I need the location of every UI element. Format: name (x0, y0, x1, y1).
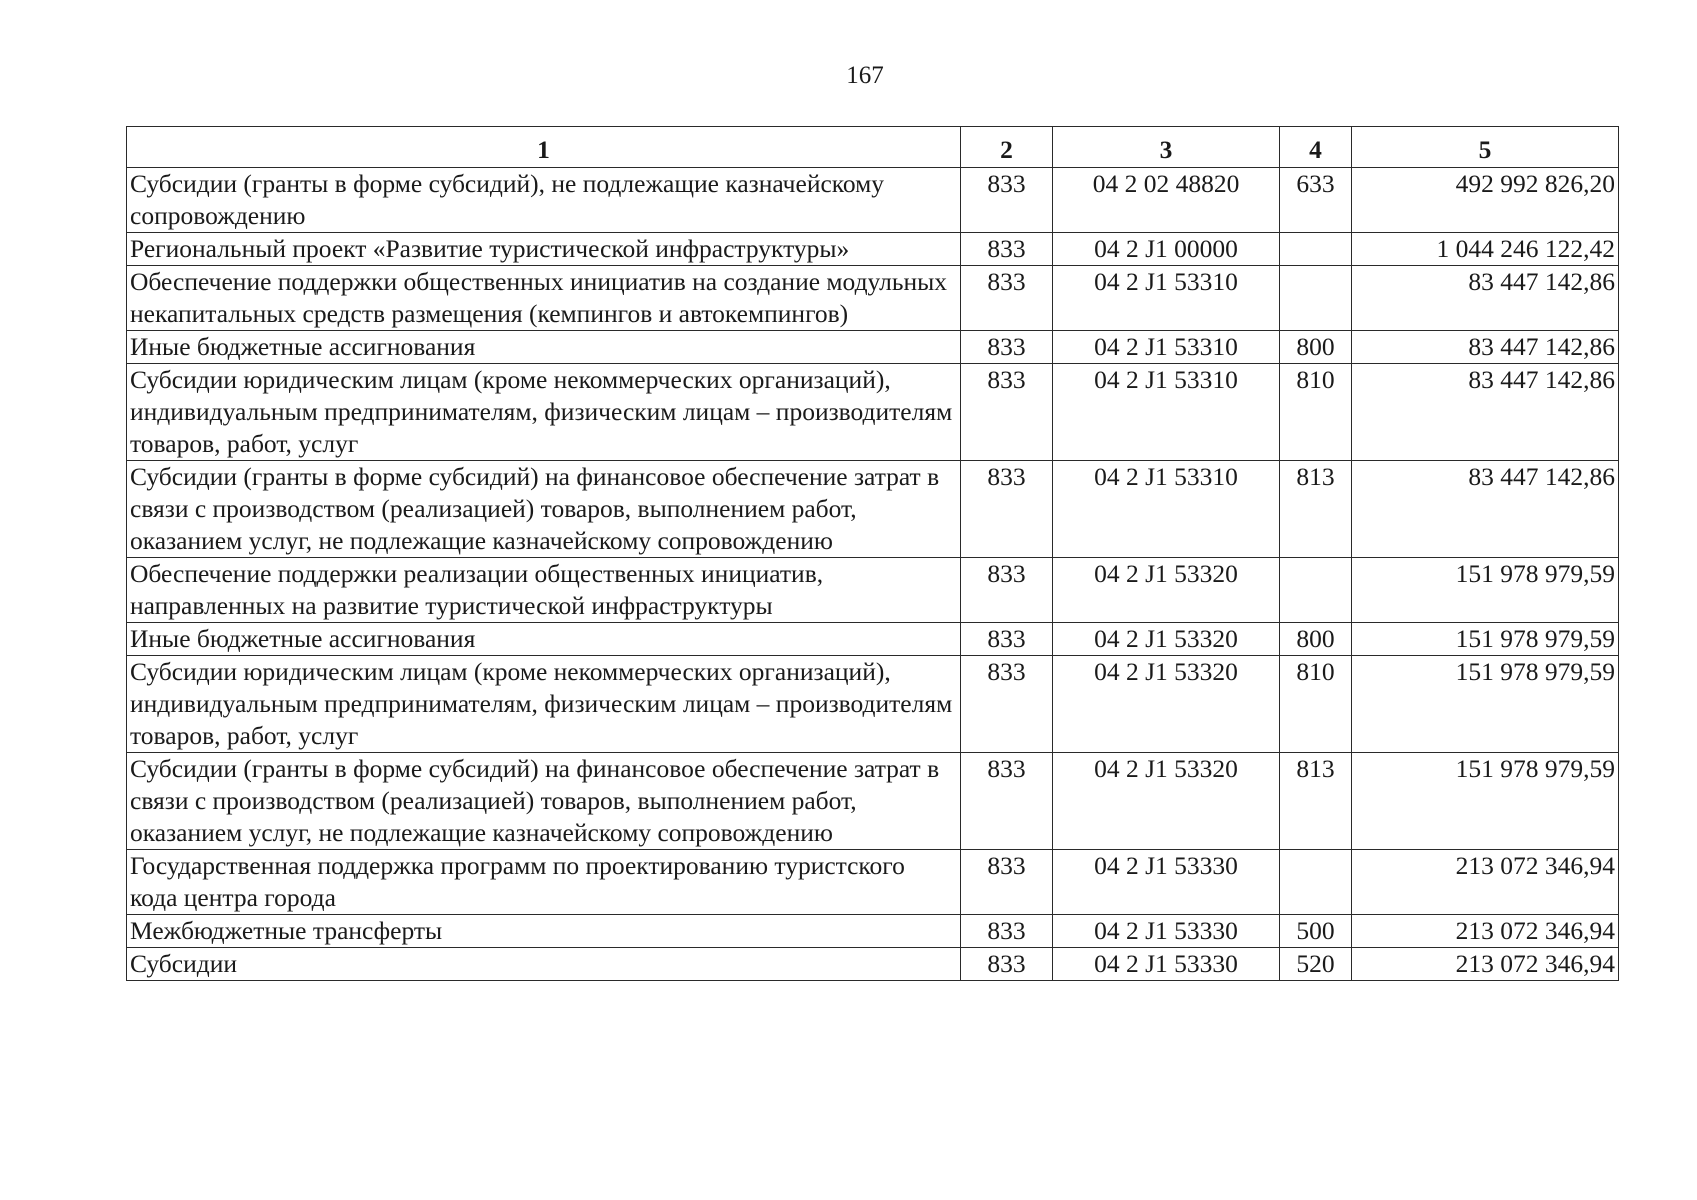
table-row (127, 915, 1619, 948)
row-sum-cell: 83 447 142,86 (1352, 266, 1619, 331)
row-csr-cell: 04 2 J1 53310 (1053, 364, 1280, 461)
table-row (127, 948, 1619, 981)
row-vr-cell (1280, 233, 1352, 266)
row-csr-cell: 04 2 J1 53310 (1053, 461, 1280, 558)
row-sum-cell: 492 992 826,20 (1352, 168, 1619, 233)
row-ved-cell: 833 (961, 364, 1053, 461)
row-vr-cell: 520 (1280, 948, 1352, 981)
row-name-cell: Иные бюджетные ассигнования (127, 623, 961, 656)
row-csr-cell: 04 2 J1 53310 (1053, 331, 1280, 364)
row-name-cell: Иные бюджетные ассигнования (127, 331, 961, 364)
row-sum-cell: 83 447 142,86 (1352, 331, 1619, 364)
row-sum-cell: 151 978 979,59 (1352, 558, 1619, 623)
table-row (127, 753, 1619, 850)
row-vr-cell: 633 (1280, 168, 1352, 233)
table-row (127, 850, 1619, 915)
table-row (127, 558, 1619, 623)
row-name-cell: Региональный проект «Развитие туристической инфраструктуры» (127, 233, 961, 266)
row-ved-cell: 833 (961, 850, 1053, 915)
row-ved-cell: 833 (961, 168, 1053, 233)
row-ved-cell: 833 (961, 266, 1053, 331)
header-col-2: 2 (961, 127, 1053, 168)
row-vr-cell: 500 (1280, 915, 1352, 948)
row-csr-cell: 04 2 J1 53320 (1053, 558, 1280, 623)
row-name-cell: Субсидии юридическим лицам (кроме некоммерческих организаций), индивидуальным предпринимателям, физическим лицам – производителям товаров, работ, услуг (127, 364, 961, 461)
row-csr-cell: 04 2 02 48820 (1053, 168, 1280, 233)
row-ved-cell: 833 (961, 331, 1053, 364)
table-row (127, 266, 1619, 331)
row-name-cell: Обеспечение поддержки общественных инициатив на создание модульных некапитальных средств размещения (кемпингов и автокемпингов) (127, 266, 961, 331)
row-sum-cell: 1 044 246 122,42 (1352, 233, 1619, 266)
row-sum-cell: 151 978 979,59 (1352, 656, 1619, 753)
row-name-cell: Субсидии (гранты в форме субсидий), не подлежащие казначейскому сопровождению (127, 168, 961, 233)
header-col-5: 5 (1352, 127, 1619, 168)
row-ved-cell: 833 (961, 915, 1053, 948)
row-ved-cell: 833 (961, 753, 1053, 850)
row-sum-cell: 151 978 979,59 (1352, 753, 1619, 850)
row-csr-cell: 04 2 J1 53310 (1053, 266, 1280, 331)
row-ved-cell: 833 (961, 623, 1053, 656)
row-name-cell: Обеспечение поддержки реализации общественных инициатив, направленных на развитие туристической инфраструктуры (127, 558, 961, 623)
row-vr-cell: 810 (1280, 364, 1352, 461)
row-csr-cell: 04 2 J1 53320 (1053, 753, 1280, 850)
row-csr-cell: 04 2 J1 53330 (1053, 915, 1280, 948)
row-vr-cell: 813 (1280, 753, 1352, 850)
table-row (127, 461, 1619, 558)
table-body (127, 168, 1619, 981)
row-ved-cell: 833 (961, 656, 1053, 753)
row-name-cell: Субсидии (127, 948, 961, 981)
header-col-3: 3 (1053, 127, 1280, 168)
row-csr-cell: 04 2 J1 53330 (1053, 948, 1280, 981)
table-row (127, 364, 1619, 461)
row-csr-cell: 04 2 J1 53320 (1053, 623, 1280, 656)
row-csr-cell: 04 2 J1 00000 (1053, 233, 1280, 266)
table-row (127, 168, 1619, 233)
row-ved-cell: 833 (961, 461, 1053, 558)
row-name-cell: Субсидии юридическим лицам (кроме некоммерческих организаций), индивидуальным предпринимателям, физическим лицам – производителям товаров, работ, услуг (127, 656, 961, 753)
table-row (127, 233, 1619, 266)
row-sum-cell: 151 978 979,59 (1352, 623, 1619, 656)
row-vr-cell: 813 (1280, 461, 1352, 558)
row-vr-cell (1280, 558, 1352, 623)
header-col-4: 4 (1280, 127, 1352, 168)
row-ved-cell: 833 (961, 558, 1053, 623)
row-name-cell: Государственная поддержка программ по проектированию туристского кода центра города (127, 850, 961, 915)
row-name-cell: Субсидии (гранты в форме субсидий) на финансовое обеспечение затрат в связи с производством (реализацией) товаров, выполнением работ, оказанием услуг, не подлежащие казначейскому сопровождению (127, 461, 961, 558)
row-sum-cell: 83 447 142,86 (1352, 364, 1619, 461)
table-row (127, 623, 1619, 656)
header-col-1: 1 (127, 127, 961, 168)
row-vr-cell: 800 (1280, 331, 1352, 364)
budget-table (126, 126, 1619, 981)
row-vr-cell (1280, 850, 1352, 915)
row-sum-cell: 213 072 346,94 (1352, 850, 1619, 915)
row-csr-cell: 04 2 J1 53320 (1053, 656, 1280, 753)
row-sum-cell: 213 072 346,94 (1352, 948, 1619, 981)
page-number: 167 (846, 62, 884, 89)
row-sum-cell: 83 447 142,86 (1352, 461, 1619, 558)
row-name-cell: Субсидии (гранты в форме субсидий) на финансовое обеспечение затрат в связи с производством (реализацией) товаров, выполнением работ, оказанием услуг, не подлежащие казначейскому сопровождению (127, 753, 961, 850)
row-sum-cell: 213 072 346,94 (1352, 915, 1619, 948)
row-ved-cell: 833 (961, 233, 1053, 266)
row-vr-cell: 810 (1280, 656, 1352, 753)
table-header-row (127, 127, 1619, 168)
table-row (127, 656, 1619, 753)
row-ved-cell: 833 (961, 948, 1053, 981)
row-vr-cell: 800 (1280, 623, 1352, 656)
row-vr-cell (1280, 266, 1352, 331)
table-row (127, 331, 1619, 364)
row-name-cell: Межбюджетные трансферты (127, 915, 961, 948)
row-csr-cell: 04 2 J1 53330 (1053, 850, 1280, 915)
